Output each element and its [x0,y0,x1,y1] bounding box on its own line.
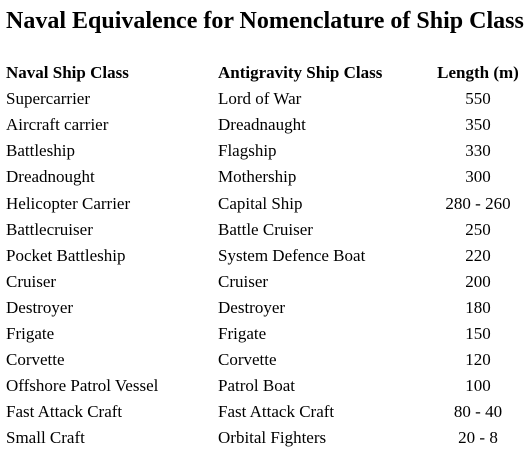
table-row [6,425,528,451]
table-row [6,399,528,425]
table-row [6,321,528,347]
antigravity-ship-class-cell: Flagship [218,141,277,161]
table-row [6,190,528,216]
table-row [6,86,528,112]
table-row [6,295,528,321]
page-title: Naval Equivalence for Nomenclature of Ship Class [6,8,524,34]
table-row [6,243,528,269]
length-cell: 280 - 260 [445,193,511,213]
table-row [6,112,528,138]
naval-ship-class-cell: Fast Attack Craft [6,402,123,422]
table-body [6,86,528,451]
antigravity-ship-class-cell: Dreadnaught [218,115,306,135]
length-cell: 200 [465,271,491,291]
table-row [6,347,528,373]
antigravity-ship-class-cell: Fast Attack Craft [218,402,335,422]
naval-ship-class-cell: Small Craft [6,428,85,448]
naval-ship-class-cell: Battleship [6,141,75,161]
antigravity-ship-class-cell: Capital Ship [218,193,303,213]
length-cell: 330 [465,141,491,161]
header-row [6,60,528,86]
length-cell: 220 [465,245,491,265]
header-antigravity-ship-class: Antigravity Ship Class [218,63,383,83]
naval-ship-class-cell: Corvette [6,350,65,370]
table-row [6,269,528,295]
antigravity-ship-class-cell: System Defence Boat [218,245,366,265]
antigravity-ship-class-cell: Mothership [218,167,297,187]
antigravity-ship-class-cell: Lord of War [218,89,302,109]
length-cell: 120 [465,350,491,370]
table-row [6,164,528,190]
antigravity-ship-class-cell: Patrol Boat [218,376,295,396]
naval-ship-class-cell: Helicopter Carrier [6,193,131,213]
header-length: Length (m) [437,63,519,83]
length-cell: 20 - 8 [458,428,498,448]
table-header [6,60,528,86]
length-cell: 250 [465,219,491,239]
antigravity-ship-class-cell: Destroyer [218,297,286,317]
naval-ship-class-cell: Dreadnought [6,167,95,187]
length-cell: 180 [465,297,491,317]
ship-class-table [6,60,528,451]
naval-ship-class-cell: Offshore Patrol Vessel [6,376,159,396]
antigravity-ship-class-cell: Orbital Fighters [218,428,327,448]
length-cell: 100 [465,376,491,396]
length-cell: 80 - 40 [453,402,503,422]
naval-ship-class-cell: Frigate [6,323,55,343]
naval-ship-class-cell: Cruiser [6,271,57,291]
table-row [6,138,528,164]
table-row [6,373,528,399]
naval-ship-class-cell: Aircraft carrier [6,115,109,135]
length-cell: 350 [465,115,491,135]
length-cell: 300 [465,167,491,187]
naval-ship-class-cell: Battlecruiser [6,219,93,239]
antigravity-ship-class-cell: Frigate [218,323,267,343]
antigravity-ship-class-cell: Battle Cruiser [218,219,313,239]
length-cell: 550 [465,89,491,109]
table-row [6,217,528,243]
antigravity-ship-class-cell: Corvette [218,350,277,370]
header-naval-ship-class: Naval Ship Class [6,63,129,83]
naval-ship-class-cell: Destroyer [6,297,74,317]
naval-ship-class-cell: Supercarrier [6,89,91,109]
naval-ship-class-cell: Pocket Battleship [6,245,126,265]
length-cell: 150 [465,323,491,343]
antigravity-ship-class-cell: Cruiser [218,271,269,291]
